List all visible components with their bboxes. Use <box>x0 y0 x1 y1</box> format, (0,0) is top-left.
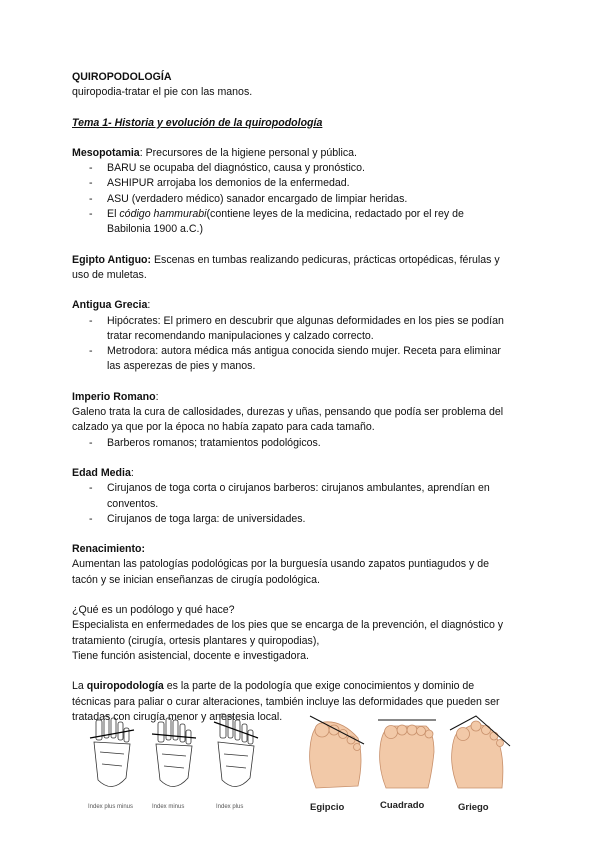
skeletal-foot-1 <box>90 716 134 787</box>
egipto-heading: Egipto Antiguo: <box>72 253 152 266</box>
grecia-list <box>72 314 527 375</box>
mesopotamia-list <box>72 161 527 237</box>
quiro-line2: técnicas para paliar o curar alteraciones, también incluye las deformidades que pueden ser <box>72 695 500 708</box>
renacimiento-heading: Renacimiento: <box>72 543 145 556</box>
skeletal-foot-3 <box>214 714 258 787</box>
egipto-line2: uso de muletas. <box>72 268 147 281</box>
list-item: - Cirujanos de toga corta o cirujanos barberos: cirujanos ambulantes, aprendían en conventos. <box>89 482 490 510</box>
caption-egipcio: Egipcio <box>310 802 345 813</box>
foot-cuadrado <box>378 720 436 788</box>
media-heading: Edad Media <box>72 466 131 479</box>
page-title: QUIROPODOLOGÍA <box>72 71 172 83</box>
document-body <box>72 70 527 725</box>
renacimiento-line2: tacón y se inician enseñanzas de cirugía podológica. <box>72 573 320 586</box>
tema-title: Tema 1- Historia y evolución de la quiropodología <box>72 116 323 129</box>
grecia-heading-line: Antigua Grecia: <box>72 299 151 312</box>
caption-cuadrado: Cuadrado <box>380 800 425 811</box>
roma-list <box>72 436 527 451</box>
mesopotamia-intro <box>72 146 527 161</box>
mesopotamia-heading: Mesopotamia <box>72 146 140 159</box>
list-item: - BARU se ocupaba del diagnóstico, causa y pronóstico. <box>89 162 365 175</box>
list-item: - Metrodora: autora médica más antigua conocida siendo mujer. Receta para eliminar las asperezas de pies y manos. <box>89 345 501 373</box>
roma-heading: Imperio Romano <box>72 390 156 403</box>
caption-index-plus: Index plus <box>216 804 244 810</box>
list-item: - Barberos romanos; tratamientos podológicos. <box>89 436 321 449</box>
list-item: - ASHIPUR arrojaba los demonios de la enfermedad. <box>89 177 350 190</box>
definition-text: quiropodia-tratar el pie con las manos. <box>72 86 253 99</box>
mesopotamia-text: : Precursores de la higiene personal y pública. <box>139 146 357 159</box>
grecia-heading: Antigua Grecia <box>72 299 148 312</box>
list-item: - Cirujanos de toga larga: de universidades. <box>89 512 306 525</box>
list-item: - El código hammurabi(contiene leyes de la medicina, redactado por el rey de Babilonia 1900 a.C.) <box>89 208 464 236</box>
renacimiento-line1: Aumentan las patologías podológicas por la burguesía usando zapatos puntiagudos y de <box>72 558 489 571</box>
skeletal-feet-illustration <box>86 708 266 804</box>
caption-index-minus: Index minus <box>152 804 185 810</box>
foot-types-diagram <box>302 708 512 826</box>
quiro-line3: tratadas con cirugía menor y anestesia local. <box>72 710 283 723</box>
podologo-line3: Tiene función asistencial, docente e investigadora. <box>72 649 309 662</box>
podologo-line2: tratamiento (cirugía, ortesis plantares y quiropodias), <box>72 634 320 647</box>
quiro-line1: La quiropodología es la parte de la podología que exige conocimientos y dominio de <box>72 680 475 693</box>
media-list <box>72 481 527 527</box>
caption-griego: Griego <box>458 802 489 813</box>
foot-types-illustration <box>302 708 512 798</box>
egipto-line1: Egipto Antiguo: Escenas en tumbas realizando pedicuras, prácticas ortopédicas, férulas y <box>72 253 500 266</box>
podologo-question: ¿Qué es un podólogo y qué hace? <box>72 604 235 617</box>
roma-line1: Galeno trata la cura de callosidades, durezas y uñas, pensando que podía ser problema del <box>72 406 504 419</box>
caption-index-plus-minus: Index plus minus <box>88 804 134 810</box>
figures-area <box>86 708 526 832</box>
roma-line2: calzado ya que por la época no había zapato para cada tamaño. <box>72 421 375 434</box>
quiro-bold: quiropodología <box>86 680 164 693</box>
foot-egipcio <box>310 716 364 788</box>
bone-diagrams <box>86 708 266 812</box>
media-heading-line: Edad Media: <box>72 466 134 479</box>
podologo-line1: Especialista en enfermedades de los pies que se encarga de la prevención, el diagnóstico y <box>72 619 504 632</box>
foot-griego <box>450 716 510 788</box>
list-item: - ASU (verdadero médico) sanador encargado de limpiar heridas. <box>89 192 408 205</box>
roma-heading-line: Imperio Romano: <box>72 390 159 403</box>
skeletal-foot-2 <box>152 718 196 787</box>
list-item: - Hipócrates: El primero en descubrir que algunas deformidades en los pies se podían tratar recomendando manipulaciones y calzado correcto. <box>89 314 504 342</box>
